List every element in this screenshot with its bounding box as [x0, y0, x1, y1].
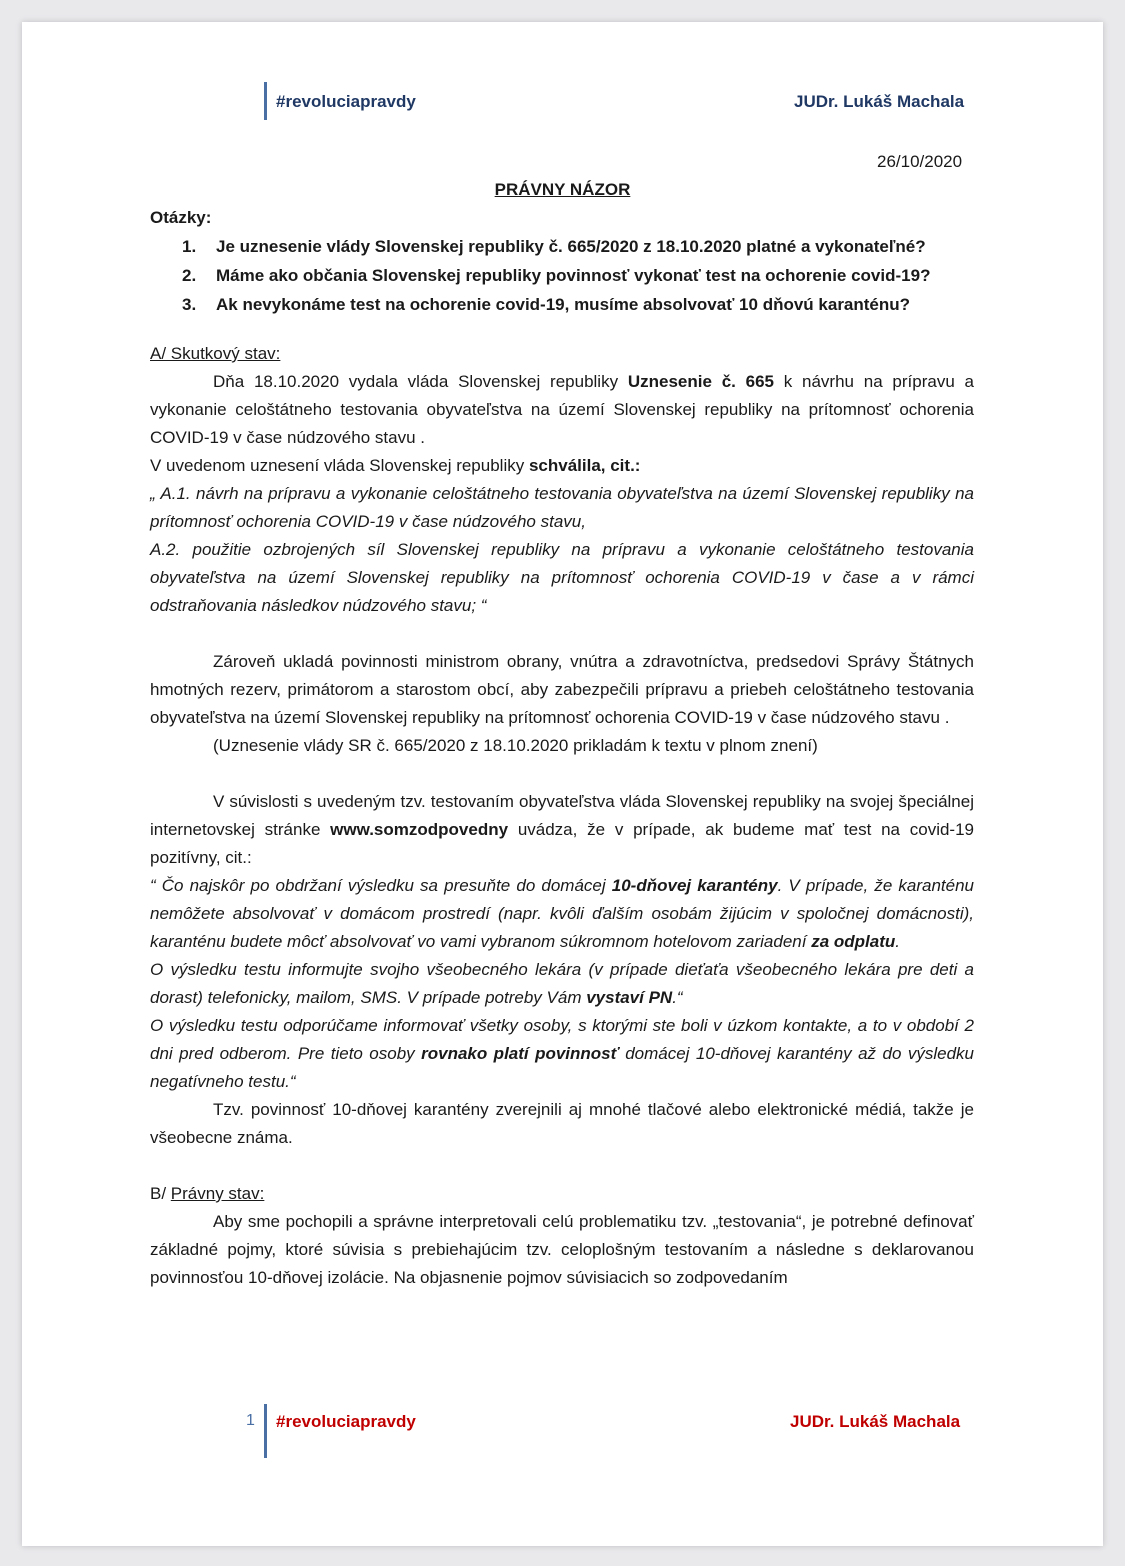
- paragraph: Tzv. povinnosť 10-dňovej karantény zverejnili aj mnohé tlačové alebo elektronické médiá, takže je všeobecne známa.: [150, 1100, 974, 1147]
- paragraph: Aby sme pochopili a správne interpretovali celú problematiku tzv. „testovania“, je potrebné definovať základné pojmy, ktoré súvisia s prebiehajúcim tzv. celoplošným testovaním a následne s deklarovanou povinnosťou 10-dňovej izolácie. Na objasnenie pojmov súvisiacich so zodpovedaním: [150, 1212, 974, 1287]
- question-number: 3.: [182, 295, 197, 314]
- question-text: Ak nevykonáme test na ochorenie covid-19, musíme absolvovať 10 dňovú karanténu?: [216, 295, 911, 314]
- header-divider: [264, 82, 267, 120]
- section-a-heading: A/ Skutkový stav:: [150, 344, 281, 363]
- quote-paragraph: O výsledku testu informujte svojho všeobecného lekára (v prípade dieťaťa všeobecného lekára pre deti a dorast) telefonicky, mailom, SMS. V prípade potreby Vám vystaví PN.“: [150, 960, 974, 1007]
- quote-paragraph: “ Čo najskôr po obdržaní výsledku sa presuňte do domácej 10-dňovej karantény. V prípade, že karanténu nemôžete absolvovať v domácom prostredí (napr. kvôli ďalším osobám žijúcim v spoločnej domácnosti), karanténu budete môcť absolvovať vo vami vybranom súkromnom hotelovom zariadení za odplatu.: [150, 876, 975, 951]
- quote-paragraph: „ A.1. návrh na prípravu a vykonanie celoštátneho testovania obyvateľstva na území Slovenskej republiky na prítomnosť ochorenia COVID-19 v čase núdzového stavu,: [150, 484, 974, 531]
- footer-divider: [264, 1404, 267, 1458]
- quote-paragraph: A.2. použitie ozbrojených síl Slovenskej republiky na prípravu a vykonanie celoštátneho testovania obyvateľstva na území Slovenskej republiky na prítomnosť ochorenia COVID-19 v čase a v rámci odstraňovania následkov núdzového stavu; “: [150, 540, 974, 615]
- question-number: 1.: [182, 237, 197, 256]
- question-item: [182, 263, 982, 292]
- document-title: PRÁVNY NÁZOR: [494, 180, 631, 199]
- section-b-heading: B/ Právny stav:: [150, 1184, 265, 1203]
- question-item: [182, 292, 982, 321]
- questions-list: [182, 234, 982, 321]
- paragraph: (Uznesenie vlády SR č. 665/2020 z 18.10.2020 prikladám k textu v plnom znení): [213, 736, 818, 755]
- header-author: JUDr. Lukáš Machala: [794, 92, 965, 111]
- document-body: [150, 340, 974, 1292]
- question-text: Máme ako občania Slovenskej republiky povinnosť vykonať test na ochorenie covid-19?: [216, 266, 931, 285]
- paragraph: Zároveň ukladá povinnosti ministrom obrany, vnútra a zdravotníctva, predsedovi Správy Štátnych hmotných rezerv, primátorom a starostom obcí, aby zabezpečili prípravu a priebeh celoštátneho testovania obyvateľstva na území Slovenskej republiky na prítomnosť ochorenia COVID-19 v čase núdzového stavu .: [150, 652, 974, 727]
- questions-label: Otázky:: [150, 208, 212, 227]
- question-text: Je uznesenie vlády Slovenskej republiky č. 665/2020 z 18.10.2020 platné a vykonateľné?: [216, 237, 926, 256]
- header-hashtag: #revoluciapravdy: [276, 92, 416, 111]
- paragraph: Dňa 18.10.2020 vydala vláda Slovenskej republiky Uznesenie č. 665 k návrhu na prípravu a vykonanie celoštátneho testovania obyvateľstva na území Slovenskej republiky na prítomnosť ochorenia COVID-19 v čase núdzového stavu .: [150, 372, 974, 447]
- quote-paragraph: O výsledku testu odporúčame informovať všetky osoby, s ktorými ste boli v úzkom kontakte, a to v období 2 dni pred odberom. Pre tieto osoby rovnako platí povinnosť domácej 10-dňovej karantény až do výsledku negatívneho testu.“: [150, 1016, 974, 1091]
- footer-author: JUDr. Lukáš Machala: [790, 1412, 961, 1431]
- page-number: 1: [246, 1412, 255, 1429]
- document-date: 26/10/2020: [877, 152, 963, 171]
- paragraph: V súvislosti s uvedeným tzv. testovaním obyvateľstva vláda Slovenskej republiky na svojej špeciálnej internetovskej stránke www.somzodpovedny uvádza, že v prípade, ak budeme mať test na covid-19 pozitívny, cit.:: [150, 792, 974, 867]
- footer-hashtag: #revoluciapravdy: [276, 1412, 416, 1431]
- question-item: [182, 234, 982, 263]
- question-number: 2.: [182, 266, 197, 285]
- document-page: [22, 22, 1103, 1546]
- paragraph: V uvedenom uznesení vláda Slovenskej republiky schválila, cit.:: [150, 456, 641, 475]
